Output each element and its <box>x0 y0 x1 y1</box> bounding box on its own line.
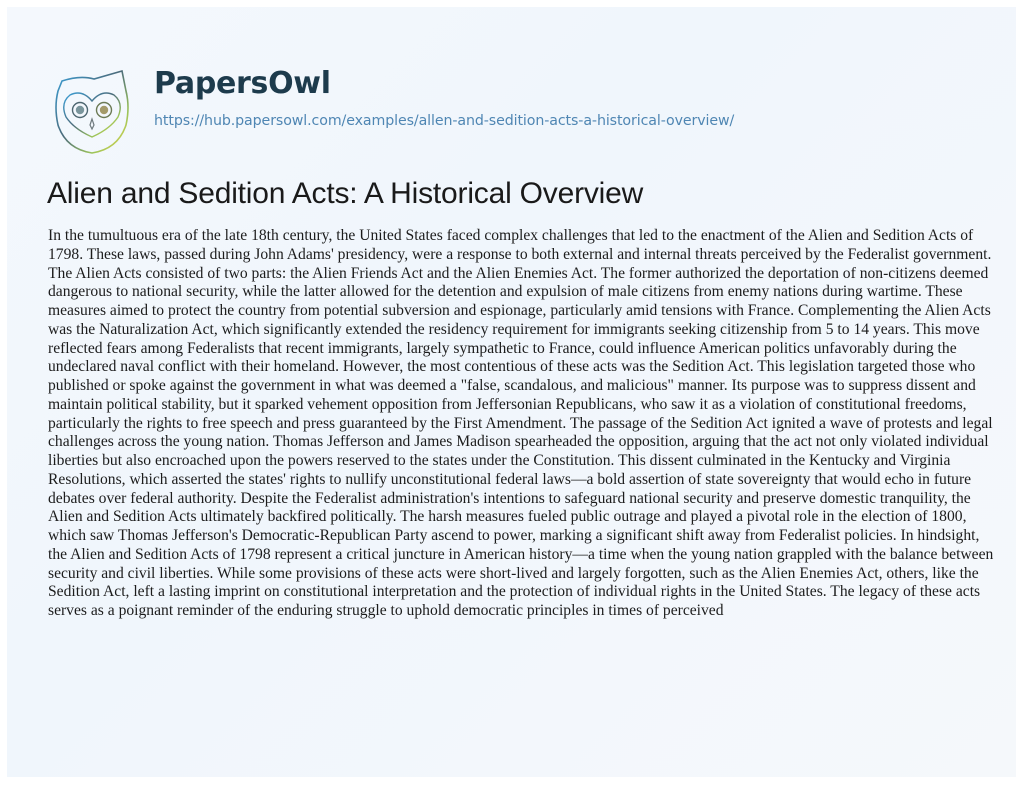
header <box>7 7 1016 157</box>
article-body: In the tumultuous era of the late 18th century, the United States faced complex challenges that led to the enactment of the Alien and Sedition Acts of 1798. These laws, passed during John Adams' presidency, were a response to both external and internal threats perceived by the Federalist government. The Alien Acts consisted of two parts: the Alien Friends Act and the Alien Enemies Act. The former authorized the deportation of non-citizens deemed dangerous to national security, while the latter allowed for the detention and expulsion of male citizens from enemy nations during wartime. These measures aimed to protect the country from potential subversion and espionage, particularly amid tensions with France. Complementing the Alien Acts was the Naturalization Act, which significantly extended the residency requirement for immigrants seeking citizenship from 5 to 14 years. This move reflected fears among Federalists that recent immigrants, largely sympathetic to France, could influence American politics unfavorably during the undeclared naval conflict with their homeland. However, the most contentious of these acts was the Sedition Act. This legislation targeted those who published or spoke against the government in what was deemed a "false, scandalous, and malicious" manner. Its purpose was to suppress dissent and maintain political stability, but it sparked vehement opposition from Jeffersonian Republicans, who saw it as a violation of constitutional freedoms, particularly the rights to free speech and press guaranteed by the First Amendment. The passage of the Sedition Act ignited a wave of protests and legal challenges across the young nation. Thomas Jefferson and James Madison spearheaded the opposition, arguing that the act not only violated individual liberties but also encroached upon the powers reserved to the states under the Constitution. This dissent culminated in the Kentucky and Virginia Resolutions, which asserted the states' rights to nullify unconstitutional federal laws—a bold assertion of state sovereignty that would echo in future debates over federal authority. Despite the Federalist administration's intentions to safeguard national security and preserve domestic tranquility, the Alien and Sedition Acts ultimately backfired politically. The harsh measures fueled public outrage and played a pivotal role in the election of 1800, which saw Thomas Jefferson's Democratic-Republican Party ascend to power, marking a significant shift away from Federalist policies. In hindsight, the Alien and Sedition Acts of 1798 represent a critical juncture in American history—a time when the young nation grappled with the balance between security and civil liberties. While some provisions of these acts were short-lived and largely forgotten, such as the Alien Enemies Act, others, like the Sedition Act, left a lasting imprint on constitutional interpretation and the protection of individual rights in the United States. The legacy of these acts serves as a poignant reminder of the enduring struggle to uphold democratic principles in times of perceived <box>48 227 994 619</box>
source-url-link[interactable]: https://hub.papersowl.com/examples/allen-and-sedition-acts-a-historical-overview/ <box>154 113 735 129</box>
document-card <box>7 7 1016 777</box>
brand-name: PapersOwl <box>154 66 331 101</box>
owl-logo-icon <box>50 67 136 157</box>
article-title: Alien and Sedition Acts: A Historical Overview <box>47 177 644 210</box>
